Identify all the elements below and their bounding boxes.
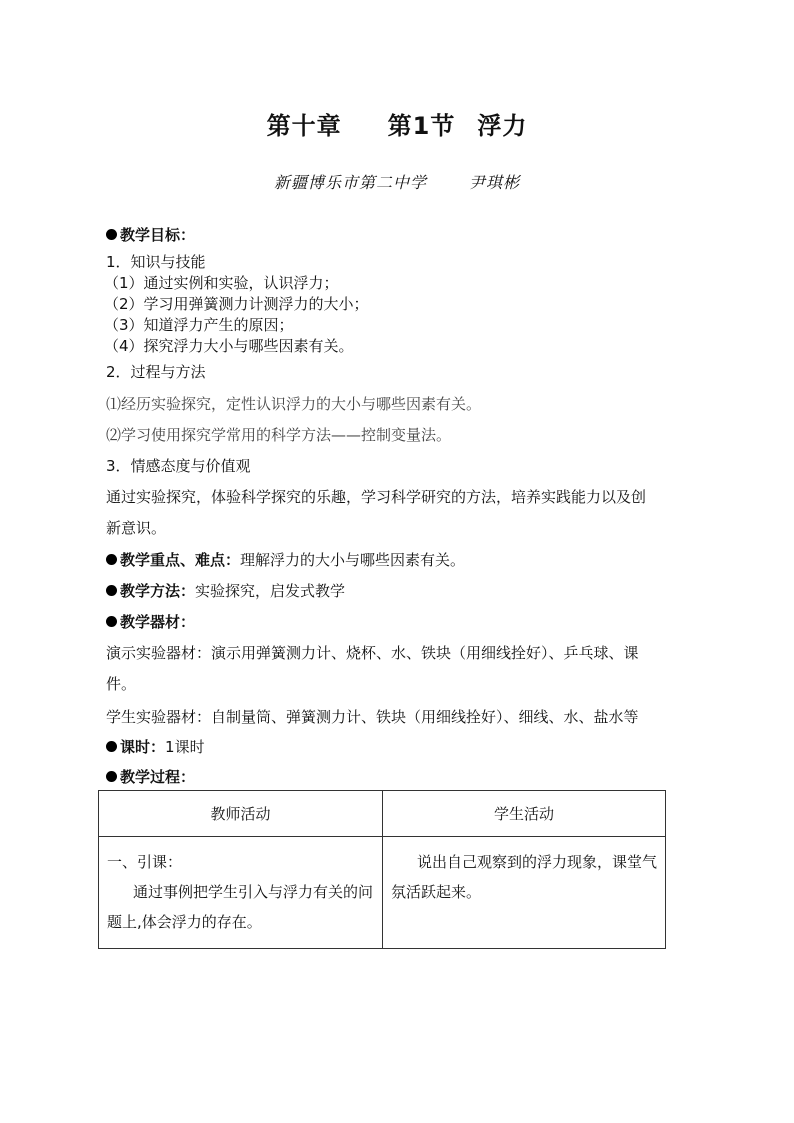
knowledge-heading: 1．知识与技能	[106, 253, 206, 271]
method-item: ⑴经历实验探究，定性认识浮力的大小与哪些因素有关。	[106, 395, 482, 413]
author-name: 尹琪彬	[469, 173, 521, 192]
objective-item: （3）知道浮力产生的原因；	[104, 316, 294, 334]
activity-text: 通过事例把学生引入与浮力有关的问题上,体会浮力的存在。	[107, 883, 374, 931]
activity-title: 一、引课：	[107, 853, 183, 871]
demo-equipment-line: 件。	[106, 675, 137, 693]
bullet-icon	[106, 554, 117, 565]
teaching-process-table	[98, 790, 666, 949]
chapter-label: 第十章	[266, 112, 342, 140]
attitude-text-line: 通过实验探究，体验科学探究的乐趣，学习科学研究的方法，培养实践能力以及创	[106, 488, 647, 506]
author-line	[0, 170, 794, 193]
objective-item: （4）探究浮力大小与哪些因素有关。	[104, 337, 354, 355]
objectives-heading: 教学目标：	[106, 224, 195, 245]
attitude-heading: 3．情感态度与价值观	[106, 457, 251, 475]
section-label: 第1节	[387, 112, 456, 140]
equipment-heading: 教学器材：	[106, 611, 195, 632]
teacher-column-header: 教师活动	[99, 791, 383, 837]
bullet-icon	[106, 616, 117, 627]
attitude-text-line: 新意识。	[106, 519, 167, 537]
table-row	[99, 837, 666, 949]
demo-equipment-line: 演示实验器材：演示用弹簧测力计、烧杯、水、铁块（用细线拴好）、乒乓球、课	[106, 644, 639, 662]
student-column-header: 学生活动	[383, 791, 666, 837]
student-equipment-line: 学生实验器材：自制量筒、弹簧测力计、铁块（用细线拴好）、细线、水、盐水等	[106, 708, 639, 726]
activity-text: 说出自己观察到的浮力现象，课堂气氛活跃起来。	[391, 853, 658, 901]
teacher-activity-cell	[99, 837, 383, 949]
method-item: ⑵学习使用探究学常用的科学方法——控制变量法。	[106, 426, 452, 444]
process-method-heading: 2．过程与方法	[106, 363, 206, 381]
process-heading: 教学过程：	[106, 766, 195, 787]
methods-line: 教学方法：实验探究，启发式教学	[106, 580, 345, 601]
bullet-icon	[106, 771, 117, 782]
objective-item: （1）通过实例和实验，认识浮力；	[104, 274, 339, 292]
periods-line: 课时：1课时	[106, 736, 205, 757]
page-title	[0, 106, 794, 141]
student-activity-cell	[383, 837, 666, 949]
bullet-icon	[106, 585, 117, 596]
school-name: 新疆博乐市第二中学	[273, 173, 427, 192]
topic-label: 浮力	[477, 112, 528, 140]
bullet-icon	[106, 741, 117, 752]
table-header-row	[99, 791, 666, 837]
key-points-line: 教学重点、难点：理解浮力的大小与哪些因素有关。	[106, 549, 465, 570]
objective-item: （2）学习用弹簧测力计测浮力的大小；	[104, 295, 369, 313]
bullet-icon	[106, 229, 117, 240]
